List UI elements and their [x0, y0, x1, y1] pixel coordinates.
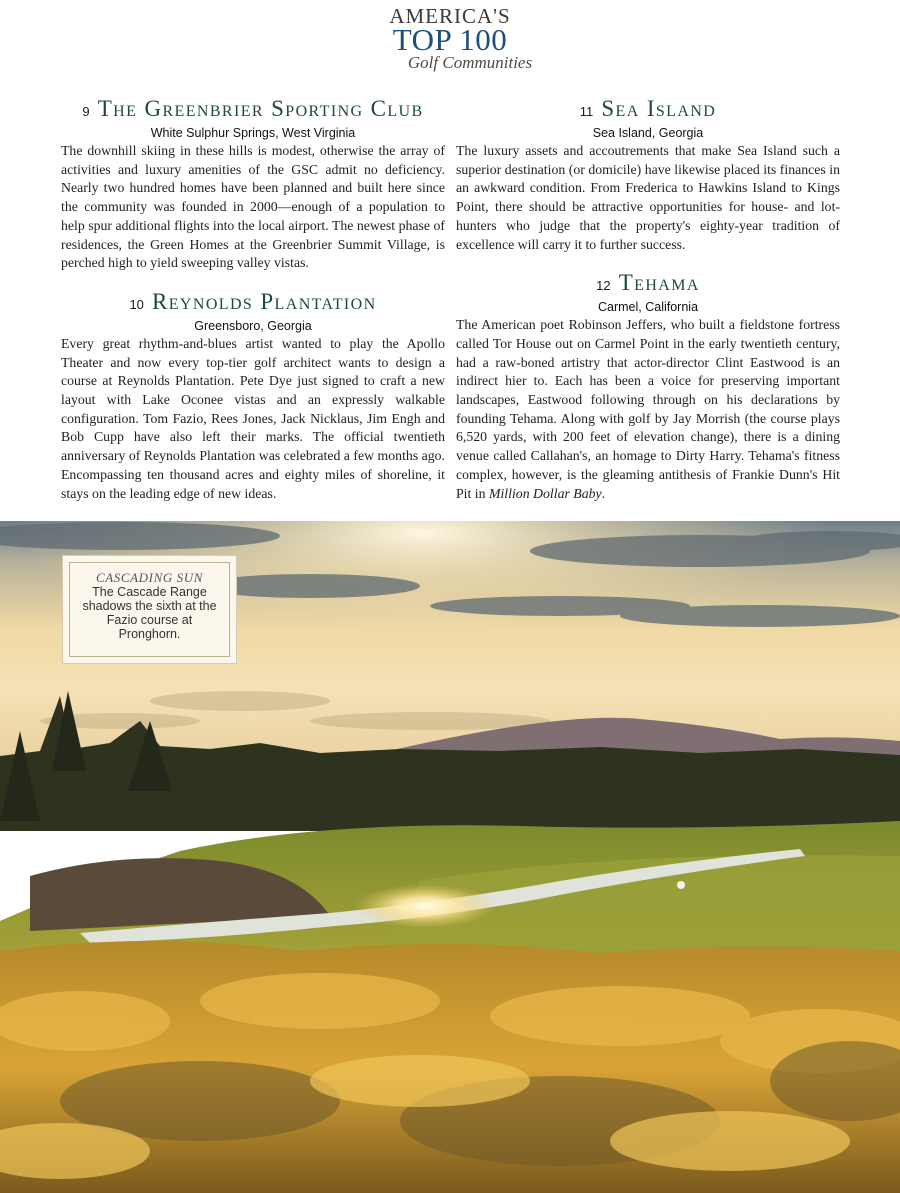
- entry-body: [456, 316, 840, 503]
- film-title: Million Dollar Baby: [488, 485, 602, 501]
- left-column: [61, 94, 445, 517]
- entry-location: White Sulphur Springs, West Virginia: [150, 126, 356, 140]
- photo-caption: [62, 555, 237, 664]
- entry-heading: [61, 94, 445, 127]
- right-column: [456, 94, 840, 517]
- entry-number: 9: [82, 104, 90, 119]
- entry-heading: [456, 94, 840, 127]
- entry-body-end: .: [601, 485, 606, 501]
- entry-location: Greensboro, Georgia: [194, 318, 312, 333]
- entry-body: The downhill skiing in these hills is modest, otherwise the array of activities and luxury amenities of the GSC admit no deficiency. Nearly two hundred homes have been planned and built here since the community was founded in 2000—enough of a population to help spur additional flights into the local airport. The newest phase of residences, the Green Homes at the Greenbrier Summit Village, is perched high to yield sweeping valley vistas.: [61, 143, 445, 271]
- entry-reynolds: [61, 287, 445, 503]
- entry-location: Carmel, California: [597, 300, 699, 315]
- caption-title: CASCADING SUN: [95, 570, 204, 585]
- entry-tehama: [456, 268, 840, 503]
- caption-text: The Cascade Range shadows the sixth at the Fazio course at Pronghorn.: [82, 585, 217, 641]
- entry-body: The luxury assets and accoutrements that make Sea Island such a superior destination (or domicile) have likewise placed its finances in an awkward condition. From Frederica to Hawkins Island to Kings Point, there should be attractive opportunities for house- and lot-hunters who judge that the property's eighty-year tradition of excellence will carry it to further success.: [456, 143, 840, 252]
- entry-number: 12: [596, 278, 611, 294]
- entry-title: Sea Island: [601, 96, 717, 121]
- entry-title: Reynolds Plantation: [152, 288, 377, 314]
- entry-title: Tehama: [618, 270, 700, 296]
- entry-heading: [456, 268, 840, 301]
- entry-title: The Greenbrier Sporting Club: [97, 96, 424, 121]
- entry-greenbrier: [61, 94, 445, 273]
- entry-number: 10: [129, 296, 144, 312]
- masthead-line3: Golf Communities: [407, 53, 533, 72]
- masthead: [0, 6, 900, 72]
- entry-body: Every great rhythm-and-blues artist wanted to play the Apollo Theater and now every top-tier golf architect wants to design a course at Reynolds Plantation. Pete Dye just signed to craft a new layout with Lake Oconee vistas and an expressly walkable configuration. Tom Fazio, Rees Jones, Jack Nicklaus, Jim Engh and Bob Cupp have also left their marks. The official twentieth anniversary of Reynolds Plantation was celebrated a few months ago. Encompassing ten thousand acres and eighty miles of shoreline, it stays on the leading edge of new ideas.: [61, 335, 445, 501]
- masthead-line2: TOP 100: [392, 22, 508, 57]
- masthead-line1: AMERICA'S: [389, 4, 511, 28]
- entry-heading: [61, 287, 445, 320]
- entry-location: Sea Island, Georgia: [592, 126, 704, 140]
- caption-frame: [69, 562, 230, 657]
- entry-sea-island: [456, 94, 840, 254]
- entry-body-text: The American poet Robinson Jeffers, who built a fieldstone fortress called Tor House out on Carmel Point in the early twentieth century, had a raw-boned artistry that actor-director Clint Eastwood is an indirect hier to. Each has been a voice for preserving important landscapes, Eastwood following through on his declarations by founding Tehama. Along with golf by Jay Morrish (the course plays 6,520 yards, with 200 feet of elevation change), there is a dining venue called Callahan's, an homage to Dirty Harry. Tehama's fitness complex, however, is the gleaming antithesis of Frankie Dunn's Hit Pit in: [456, 317, 840, 501]
- entry-number: 11: [579, 104, 594, 119]
